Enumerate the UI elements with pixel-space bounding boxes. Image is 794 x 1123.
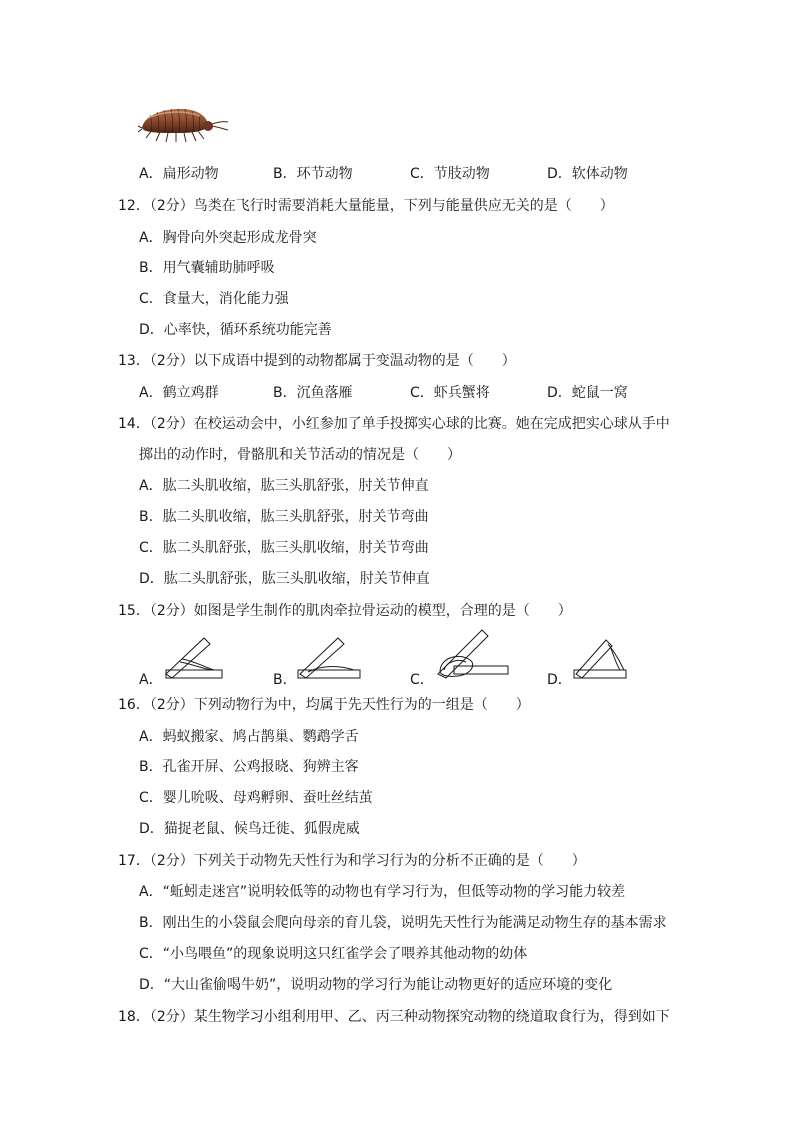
q15-option-d: D．: [547, 672, 572, 688]
q11-option-a: A．扁形动物: [139, 166, 219, 182]
q12-stem: 12．（2分）鸟类在飞行时需要消耗大量能量，下列与能量供应无关的是（ ）: [118, 198, 614, 214]
muscle-bone-model-a: [160, 634, 224, 684]
q13-option-b: B．沉鱼落雁: [273, 385, 353, 401]
q12-option-c: C．食量大，消化能力强: [139, 291, 289, 307]
q12-option-d: D．心率快，循环系统功能完善: [139, 322, 332, 338]
q12-option-a: A．胸骨向外突起形成龙骨突: [139, 230, 317, 246]
q14-option-c: C．肱二头肌舒张，肱三头肌收缩，肘关节弯曲: [139, 540, 429, 556]
q12-option-b: B．用气囊辅助肺呼吸: [139, 260, 275, 276]
muscle-bone-model-b: [294, 634, 364, 684]
q17-stem: 17．（2分）下列关于动物先天性行为和学习行为的分析不正确的是（ ）: [118, 853, 586, 869]
q18-stem: 18．（2分）某生物学习小组利用甲、乙、丙三种动物探究动物的绕道取食行为，得到如下: [118, 1009, 670, 1025]
q14-option-d: D．肱二头肌舒张，肱三头肌收缩，肘关节伸直: [139, 571, 430, 587]
q16-option-c: C．婴儿吮吸、母鸡孵卵、蚕吐丝结茧: [139, 790, 373, 806]
q14-option-a: A．肱二头肌收缩，肱三头肌舒张，肘关节伸直: [139, 478, 429, 494]
q13-option-a: A．鹤立鸡群: [139, 385, 219, 401]
q11-option-d: D．软体动物: [547, 166, 628, 182]
q17-option-b: B．刚出生的小袋鼠会爬向母亲的育儿袋，说明先天性行为能满足动物生存的基本需求: [139, 915, 667, 931]
q16-stem: 16．（2分）下列动物行为中，均属于先天性行为的一组是（ ）: [118, 697, 530, 713]
q11-option-c: C．节肢动物: [410, 166, 490, 182]
q13-option-d: D．蛇鼠一窝: [547, 385, 628, 401]
muscle-bone-model-d: [570, 634, 630, 684]
q17-option-a: A．“蚯蚓走迷宫”说明较低等的动物也有学习行为，但低等动物的学习能力较差: [139, 884, 626, 900]
q15-stem: 15．（2分）如图是学生制作的肌肉牵拉骨运动的模型，合理的是（ ）: [118, 603, 572, 619]
q14-option-b: B．肱二头肌收缩，肱三头肌舒张，肘关节弯曲: [139, 509, 429, 525]
q17-option-d: D．“大山雀偷喝牛奶”，说明动物的学习行为能让动物更好的适应环境的变化: [139, 977, 613, 993]
q15-option-c: C．: [410, 672, 434, 688]
q13-option-c: C．虾兵蟹将: [410, 385, 490, 401]
q14-stem-line1: 14．（2分）在校运动会中，小红参加了单手投掷实心球的比赛。她在完成把实心球从手中: [118, 416, 670, 432]
q17-option-c: C．“小鸟喂鱼”的现象说明这只红雀学会了喂养其他动物的幼体: [139, 946, 528, 962]
q15-option-a: A．: [139, 672, 163, 688]
q15-option-b: B．: [273, 672, 297, 688]
q11-option-b: B．环节动物: [273, 166, 353, 182]
woodlouse-image: [138, 104, 230, 148]
q16-option-d: D．猫捉老鼠、候鸟迁徙、狐假虎威: [139, 821, 360, 837]
q16-option-b: B．孔雀开屏、公鸡报晓、狗辨主客: [139, 759, 359, 775]
muscle-bone-model-c: [432, 628, 512, 684]
q13-stem: 13．（2分）以下成语中提到的动物都属于变温动物的是（ ）: [118, 353, 516, 369]
q16-option-a: A．蚂蚁搬家、鸠占鹊巢、鹦鹉学舌: [139, 729, 359, 745]
q14-stem-line2: 掷出的动作时，骨骼肌和关节活动的情况是（ ）: [139, 447, 461, 463]
